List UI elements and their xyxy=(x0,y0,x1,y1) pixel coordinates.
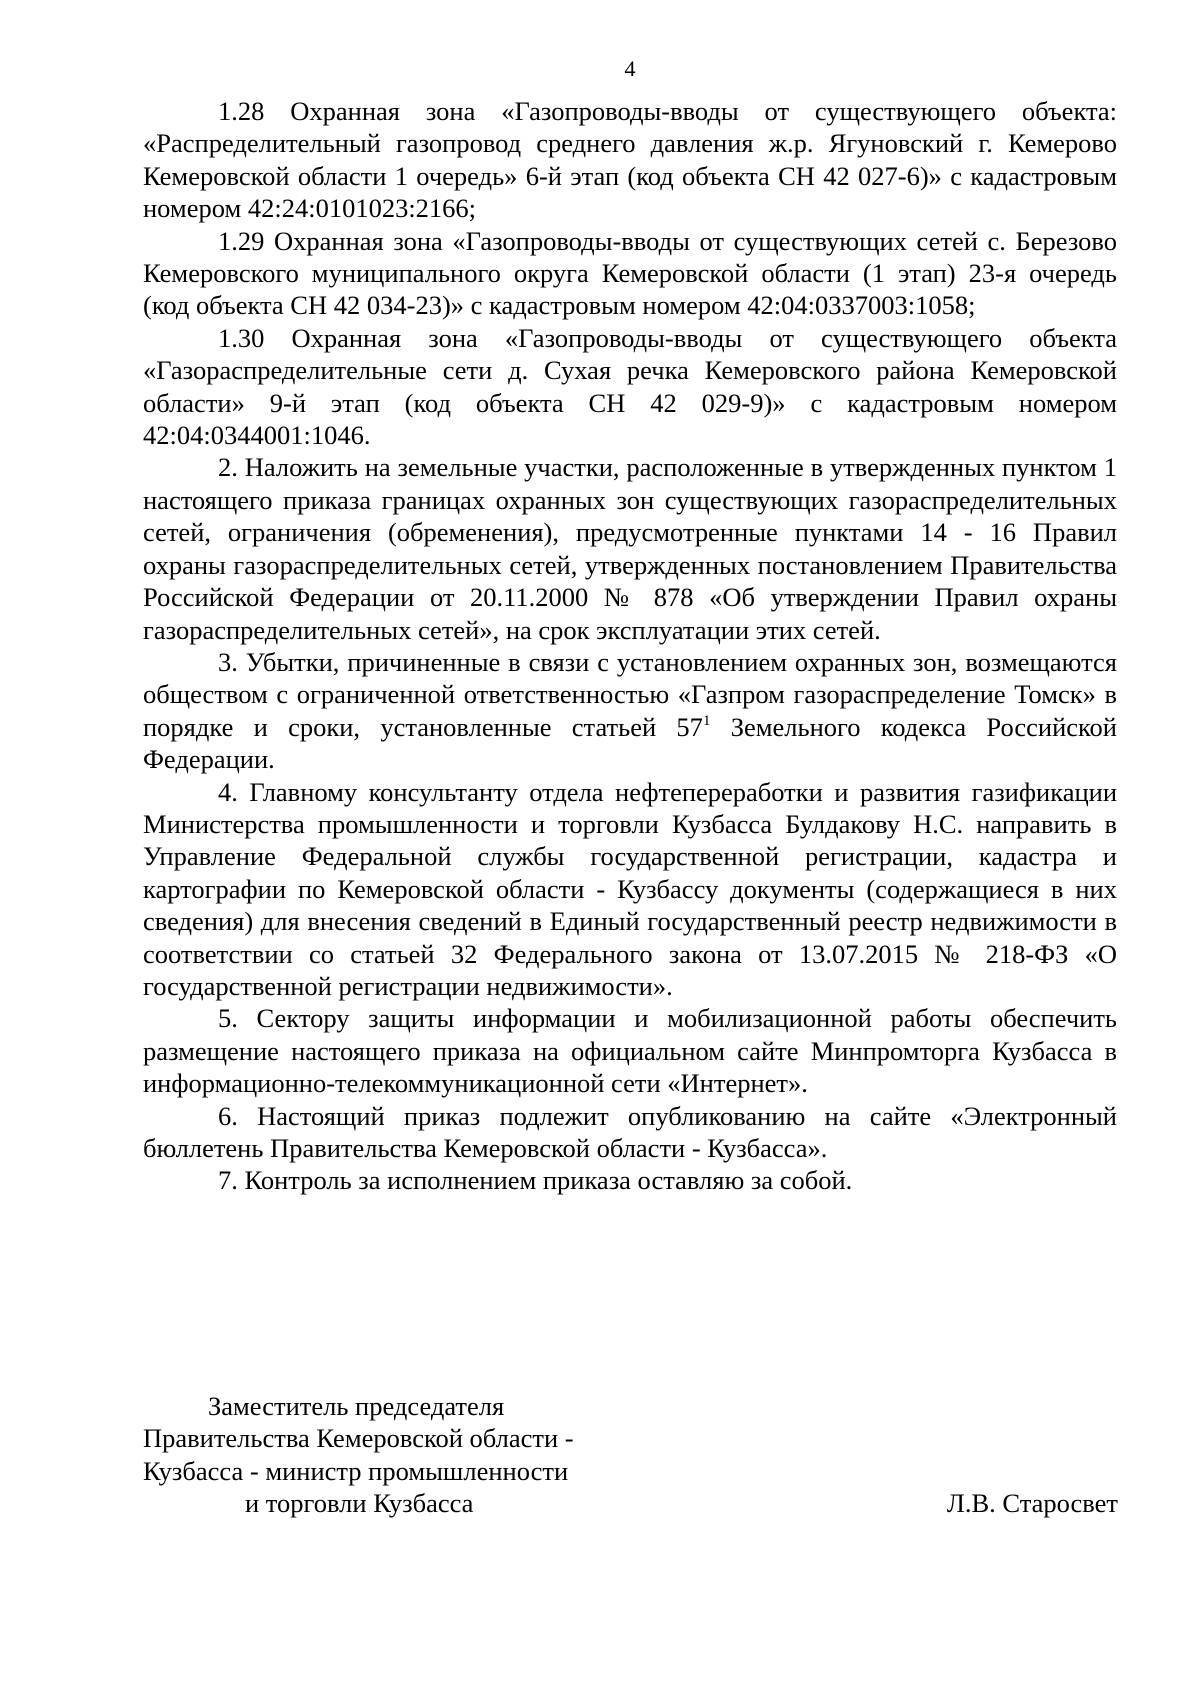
paragraph-3 xyxy=(143,646,1117,776)
paragraph-3-text-before: 3. Убытки, причиненные в связи с установлением охранных зон, возмещаются обществом с ограниченной ответственностью «Газпром газораспределение Томск» в порядке и сроки, установленные статьей 57 xyxy=(143,646,1117,742)
signatory-position-line: и торговли Кузбасса xyxy=(245,1488,474,1519)
paragraph-4: 4. Главному консультанту отдела нефтепереработки и развития газификации Министерства промышленности и торговли Кузбасса Булдакову Н.С. направить в Управление Федеральной службы государственной регистрации, кадастра и картографии по Кемеровской области - Кузбассу документы (содержащиеся в них сведения) для внесения сведений в Единый государственный реестр недвижимости в соответствии со статьей 32 Федерального закона от 13.07.2015 № 218-ФЗ «О государственной регистрации недвижимости». xyxy=(143,776,1117,1001)
paragraph-5: 5. Сектору защиты информации и мобилизационной работы обеспечить размещение настоящего приказа на официальном сайте Минпромторга Кузбасса в информационно-телекоммуникационной сети «Интернет». xyxy=(143,1003,1117,1099)
signatory-position-line: Заместитель председателя xyxy=(208,1391,505,1421)
paragraph-1-30: 1.30 Охранная зона «Газопроводы-вводы от существующего объекта «Газораспределительные сети д. Сухая речка Кемеровского района Кемеровской области» 9-й этап (код объекта СН 42 029-9)» с кадастровым номером 42:04:0344001:1046. xyxy=(143,322,1117,451)
page-number: 4 xyxy=(624,56,636,81)
document-body xyxy=(143,95,1117,1197)
article-superscript: 1 xyxy=(702,712,711,729)
paragraph-6: 6. Настоящий приказ подлежит опубликованию на сайте «Электронный бюллетень Правительства Кемеровской области - Кузбасса». xyxy=(143,1100,1117,1163)
signatory-name: Л.В. Старосвет xyxy=(946,1488,1118,1518)
paragraph-1-29: 1.29 Охранная зона «Газопроводы-вводы от существующих сетей с. Березово Кемеровского муниципального округа Кемеровской области (1 этап) 23-я очередь (код объекта СН 42 034-23)» с кадастровым номером 42:04:0337003:1058; xyxy=(143,225,1117,321)
paragraph-7: 7. Контроль за исполнением приказа оставляю за собой. xyxy=(218,1165,853,1196)
paragraph-1-28: 1.28 Охранная зона «Газопроводы-вводы от существующего объекта: «Распределительный газопровод среднего давления ж.р. Ягуновский г. Кемерово Кемеровской области 1 очередь» 6-й этап (код объекта СН 42 027-6)» с кадастровым номером 42:24:0101023:2166; xyxy=(143,96,1117,224)
signatory-position-line: Кузбасса - министр промышленности xyxy=(143,1455,569,1486)
paragraph-3-text-after: Земельного кодекса Российской Федерации. xyxy=(143,711,1117,775)
signatory-position xyxy=(143,1390,663,1520)
signatory-position-line: Правительства Кемеровской области - xyxy=(143,1423,574,1454)
paragraph-2: 2. Наложить на земельные участки, расположенные в утвержденных пунктом 1 настоящего приказа границах охранных зон существующих газораспределительных сетей, ограничения (обременения), предусмотренные пунктами 14 - 16 Правил охраны газораспределительных сетей, утвержденных постановлением Правительства Российской Федерации от 20.11.2000 № 878 «Об утверждении Правил охраны газораспределительных сетей», на срок эксплуатации этих сетей. xyxy=(143,452,1117,645)
